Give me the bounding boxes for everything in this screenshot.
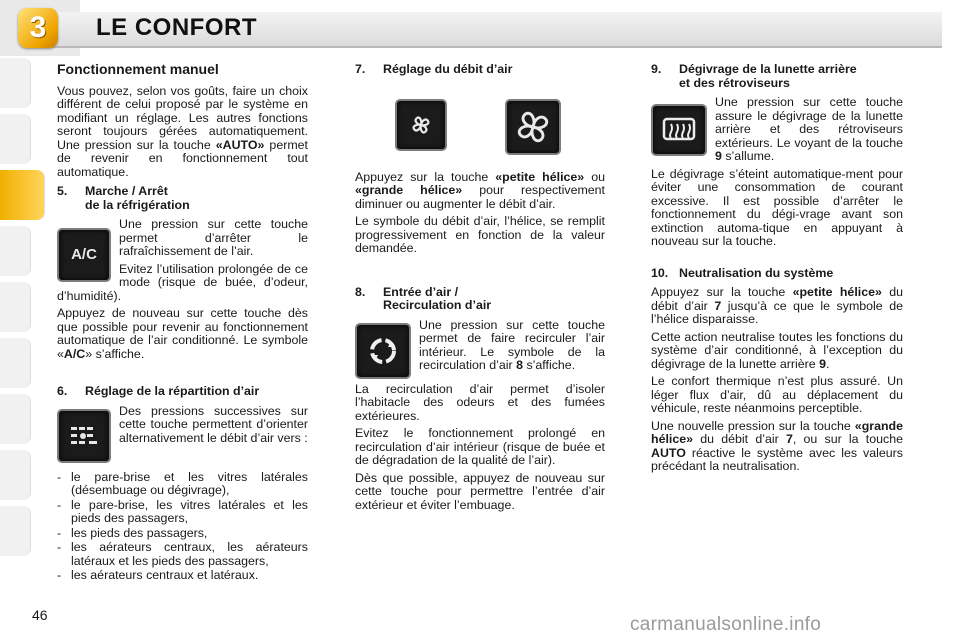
heading-number: 10. <box>651 265 669 280</box>
column-middle <box>355 63 605 516</box>
text: » s’affiche. <box>85 346 145 361</box>
auto-key-label: «AUTO» <box>215 137 265 152</box>
heading-10 <box>651 267 903 281</box>
paragraph: Des pressions successives sur cette touche permettent d’orienter alternativement le débit d’air vers : <box>119 403 308 445</box>
text: du débit d’air <box>693 432 786 446</box>
reference-number: 8 <box>516 358 524 372</box>
text: du débit d’air <box>651 285 903 313</box>
ac-symbol-label: A/C <box>63 346 86 361</box>
heading-text: et des rétroviseurs <box>679 75 790 90</box>
heading-number: 7. <box>355 62 366 76</box>
text: s’allume. <box>721 149 775 163</box>
text: jusqu’à ce que le symbole de l’hélice disparaisse. <box>651 298 903 326</box>
heading-text: Réglage de la répartition d’air <box>85 384 260 398</box>
large-fan-button-figure <box>505 99 561 155</box>
heading-text: Réglage du débit d’air <box>383 62 513 76</box>
side-tab[interactable] <box>0 506 31 556</box>
list-item-text: le pare-brise et les vitres latérales (désembuage ou dégivrage), <box>71 469 308 497</box>
text: pour respectivement diminuer ou augmenter le débit d’air. <box>355 183 606 211</box>
paragraph: Le confort thermique n’est plus assuré. Un léger flux d’air, dû au déplacement du véhicule, reste néanmoins perceptible. <box>651 374 903 415</box>
text: Une nouvelle pression sur la touche <box>651 418 855 433</box>
side-tab[interactable] <box>0 114 31 164</box>
reference-number: 9 <box>715 149 722 163</box>
reference-number: 7 <box>714 298 722 313</box>
heading-9 <box>651 63 903 90</box>
side-tab[interactable] <box>0 450 31 500</box>
paragraph: Une pression sur cette touche permet d’arrêter le rafraîchissement de l’air. <box>119 217 308 258</box>
text: réactive le système avec les valeurs précédant la neutralisation. <box>651 445 903 473</box>
text: Une pression sur cette touche assure le dégivrage de la lunette arrière et des rétroviseurs extérieurs. Le voyant de la touche <box>715 95 903 150</box>
heading-number: 6. <box>57 384 68 398</box>
recirculation-button-figure <box>355 323 411 379</box>
section-title: Fonctionnement manuel <box>57 61 219 77</box>
heading-8 <box>355 286 605 313</box>
text: ou <box>584 169 605 184</box>
heading-number: 9. <box>651 62 662 76</box>
paragraph: La recirculation d’air permet d’isoler l’habitacle des odeurs et des fumées extérieures. <box>355 381 605 423</box>
list-item-text: le pare-brise, les vitres latérales et les pieds des passagers, <box>71 497 308 525</box>
small-fan-label: «petite hélice» <box>495 169 585 184</box>
heading-text: Marche / Arrêt <box>85 184 168 198</box>
list-item: - les aérateurs centraux, les aérateurs latéraux et les pieds des passagers, <box>57 540 308 568</box>
heading-text: de la réfrigération <box>85 197 190 212</box>
text: Appuyez de nouveau sur cette touche dès que possible pour revenir au fonctionnement automatique de l’air conditionné. Le symbole « <box>57 306 308 361</box>
ac-icon: A/C <box>71 246 97 264</box>
large-fan-icon <box>514 108 552 146</box>
heading-5 <box>57 185 308 212</box>
side-tab[interactable] <box>0 338 31 388</box>
text: s’affiche. <box>523 358 576 372</box>
recirculation-icon <box>366 334 400 368</box>
heading-7 <box>355 63 605 77</box>
list-item: - le pare-brise, les vitres latérales et les pieds des passagers, <box>57 497 308 525</box>
paragraph <box>355 171 605 212</box>
paragraph: Evitez le fonctionnement prolongé en recirculation d’air intérieur (risque de buée et de dégradation de la qualité de l’air). <box>355 426 605 467</box>
paragraph <box>651 286 903 327</box>
heading-text: Dégivrage de la lunette arrière <box>679 62 857 76</box>
paragraph: Le dégivrage s’éteint automatique-ment pour éviter une consommation de courant excessive. Il est possible d’arrêter le fonctionnement du dégi-vrage avant son extinction automa-tique en appuyant à nouveau sur la touche. <box>651 166 903 248</box>
side-tab[interactable] <box>0 58 31 108</box>
heading-text: Recirculation d’air <box>383 298 492 312</box>
list-item-text: les pieds des passagers, <box>71 525 208 540</box>
small-fan-icon <box>408 112 434 138</box>
text: Appuyez sur la touche <box>355 169 496 184</box>
paragraph: Evitez l’utilisation prolongée de ce mode (risque de buée, d’odeur, d’humidité). <box>57 261 308 303</box>
side-tab-active[interactable] <box>0 170 45 220</box>
paragraph: Le symbole du débit d’air, l’hélice, se remplit progressivement en fonction de la valeur demandée. <box>355 214 605 255</box>
text: . <box>825 356 830 371</box>
heading-text: Entrée d’air / <box>383 284 459 299</box>
rear-defrost-icon <box>661 116 697 144</box>
paragraph <box>651 420 903 474</box>
side-tab[interactable] <box>0 226 31 276</box>
large-fan-label: «grande hélice» <box>355 183 463 197</box>
large-fan-label: «grande hélice» <box>651 418 903 446</box>
rear-defrost-button-figure <box>651 104 707 156</box>
air-distribution-icon <box>67 419 101 453</box>
reference-number: 7 <box>785 432 793 446</box>
column-right <box>651 63 903 478</box>
intro-text-end: permet de revenir en fonctionnement tout automatique. <box>57 137 308 179</box>
reference-number: 9 <box>819 356 826 371</box>
small-fan-button-figure <box>395 99 447 151</box>
heading-6 <box>57 385 308 399</box>
watermark: carmanualsonline.info <box>630 614 822 635</box>
page-header <box>0 0 960 56</box>
intro-text: Vous pouvez, selon vos goûts, faire un choix différent de celui proposé par le système en modifiant un réglage. Les autres fonctions seront toujours gérées automatiquement. Une pression sur la touche <box>57 83 308 152</box>
fan-buttons-figure <box>395 99 605 155</box>
heading-number: 8. <box>355 284 366 299</box>
small-fan-label: «petite hélice» <box>792 285 882 299</box>
heading-text: Neutralisation du système <box>679 265 834 280</box>
paragraph <box>57 307 308 361</box>
auto-key-label: AUTO <box>651 445 686 460</box>
air-direction-list <box>57 467 308 583</box>
chapter-badge <box>18 8 58 48</box>
chapter-title: LE CONFORT <box>96 14 257 41</box>
text: Appuyez sur la touche <box>651 285 793 299</box>
list-item-text: les aérateurs centraux et latéraux. <box>71 568 259 582</box>
list-item: - les pieds des passagers, <box>57 525 208 540</box>
intro-paragraph <box>57 85 308 180</box>
paragraph: Dès que possible, appuyez de nouveau sur cette touche pour permettre l’entrée d’air extérieur et éviter l’embuage. <box>355 470 605 512</box>
ac-button-figure <box>57 228 111 282</box>
list-item: - les aérateurs centraux et latéraux. <box>57 568 259 582</box>
side-tab[interactable] <box>0 282 31 332</box>
air-distribution-figure <box>57 409 111 463</box>
list-item: - le pare-brise et les vitres latérales (désembuage ou dégivrage), <box>57 469 308 497</box>
paragraph <box>651 331 903 372</box>
chapter-number: 3 <box>29 11 47 44</box>
page-number: 46 <box>32 607 48 623</box>
heading-number: 5. <box>57 184 68 198</box>
chapter-side-tabs <box>0 58 34 578</box>
list-item-text: les aérateurs centraux, les aérateurs latéraux et les pieds des passagers, <box>71 540 308 568</box>
text: Cette action neutralise toutes les fonctions du système d’air conditionné, à l’exception du dégivrage de la lunette arrière <box>651 329 903 371</box>
text: Une pression sur cette touche permet de faire recirculer l’air intérieur. Le symbole de la recirculation d’air <box>419 317 605 372</box>
side-tab[interactable] <box>0 394 31 444</box>
text: , ou sur la touche <box>792 432 903 446</box>
column-left <box>57 63 308 584</box>
